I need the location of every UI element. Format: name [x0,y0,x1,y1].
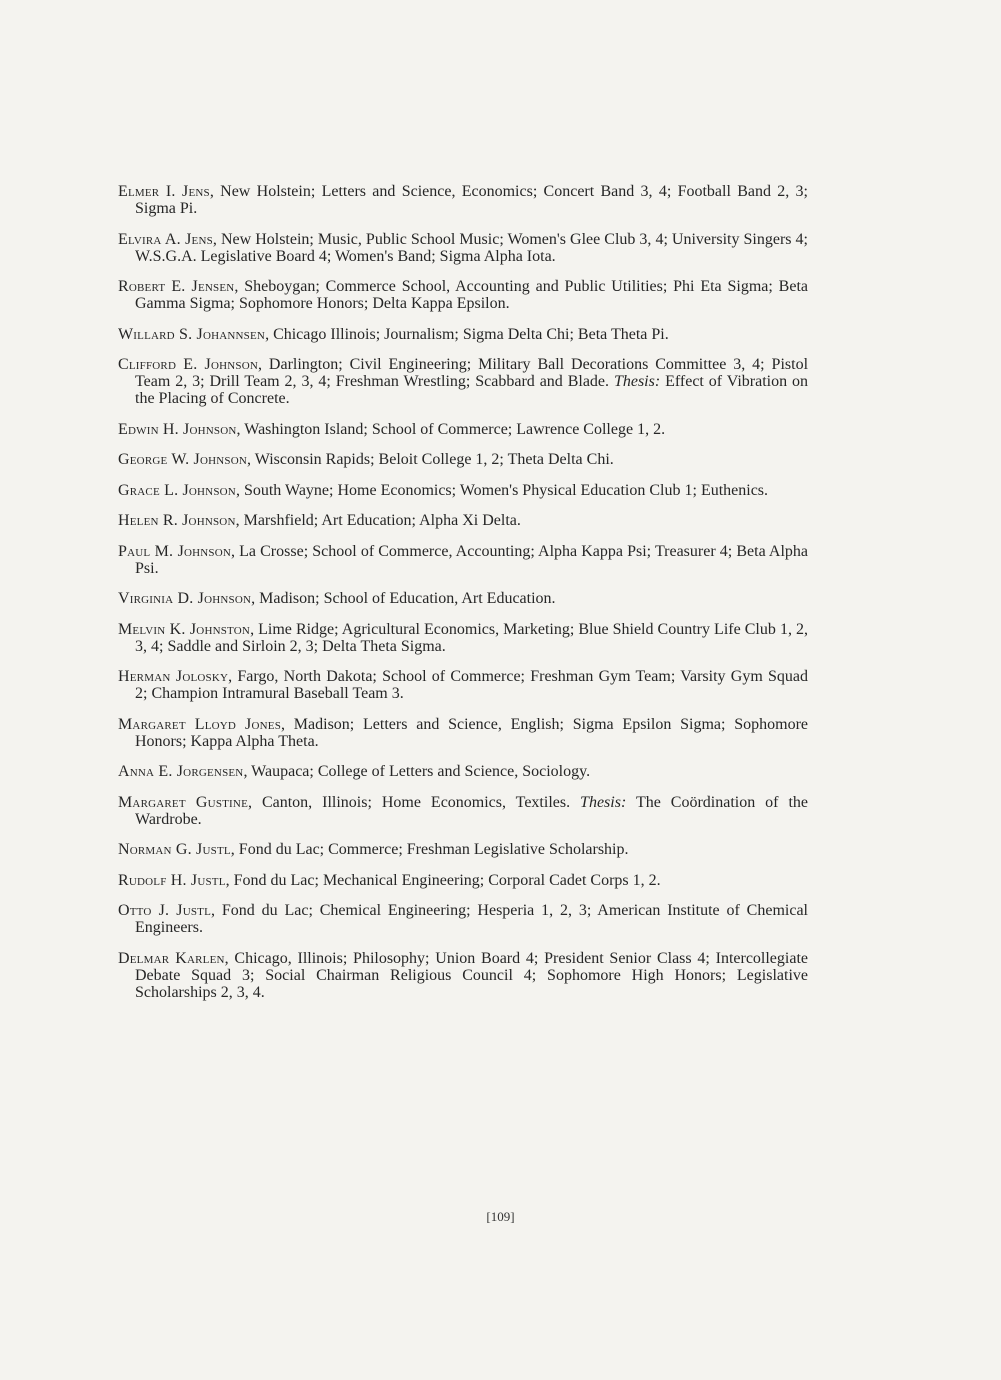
senior-entry [118,451,808,468]
senior-entry [118,356,808,407]
senior-entry [118,512,808,529]
entry-name: Margaret Lloyd Jones [118,715,282,733]
entry-details: , La Crosse; School of Commerce, Accounting; Alpha Kappa Psi; Treasurer 4; Beta Alpha Psi. [135,542,809,577]
senior-entry [118,543,808,577]
entry-name: Paul M. Johnson [118,542,232,560]
entry-name: Elvira A. Jens [118,230,213,248]
entry-details: , Wisconsin Rapids; Beloit College 1, 2; Theta Delta Chi. [247,451,614,468]
entry-name: Grace L. Johnson [118,481,236,499]
thesis-label: Thesis: [580,793,627,811]
senior-entry [118,278,808,312]
entry-details: , Washington Island; School of Commerce; Lawrence College 1, 2. [236,420,666,438]
senior-entry [118,326,808,343]
entry-details: , Madison; School of Education, Art Education. [251,590,556,607]
entry-name: Otto J. Justl [118,902,212,919]
entry-name: Anna E. Jorgensen [118,763,244,780]
entry-name: Virginia D. Johnson [118,590,252,607]
thesis-title: The Coördination of the Wardrobe. [135,793,808,828]
senior-entry [118,763,808,780]
senior-entry [118,482,808,499]
entry-details: , New Holstein; Letters and Science, Economics; Concert Band 3, 4; Football Band 2, 3; Sigma Pi. [135,183,808,217]
senior-entry [118,902,808,936]
entry-details: , Chicago Illinois; Journalism; Sigma Delta Chi; Beta Theta Pi. [265,325,669,343]
entry-name: Willard S. Johannsen [118,325,266,343]
entry-name: Clifford E. Johnson [118,356,258,373]
entry-details: , Canton, Illinois; Home Economics, Textiles. [248,793,581,811]
entry-name: Herman Jolosky [118,668,229,685]
senior-entry [118,183,808,217]
senior-entry [118,668,808,702]
entry-name: Edwin H. Johnson [118,420,237,438]
senior-entries-list [118,183,808,1014]
entry-details: , Waupaca; College of Letters and Science, Sociology. [243,763,591,780]
entry-details: , New Holstein; Music, Public School Music; Women's Glee Club 3, 4; University Singers 4; W.S.G.A. Legislative Board 4; Women's Band; Sigma Alpha Iota. [135,230,808,265]
entry-details: , Sheboygan; Commerce School, Accounting and Public Utilities; Phi Eta Sigma; Beta Gamma Sigma; Sophomore Honors; Delta Kappa Epsilon. [135,278,808,312]
entry-details: , Fond du Lac; Chemical Engineering; Hesperia 1, 2, 3; American Institute of Chemical Engineers. [135,902,808,936]
senior-entry [118,950,808,1001]
entry-details: , Darlington; Civil Engineering; Military Ball Decorations Committee 3, 4; Pistol Team 2, 3; Drill Team 2, 3, 4; Freshman Wrestling; Scabbard and Blade. [135,356,809,390]
entry-details: , Madison; Letters and Science, English; Sigma Epsilon Sigma; Sophomore Honors; Kappa Alpha Theta. [135,715,808,750]
entry-name: Rudolf H. Justl [118,871,226,889]
entry-details: , Fond du Lac; Commerce; Freshman Legislative Scholarship. [230,841,629,858]
senior-entry [118,872,808,889]
entry-name: Margaret Gustine [118,793,248,811]
senior-entry [118,716,808,750]
entry-details: , Fond du Lac; Mechanical Engineering; Corporal Cadet Corps 1, 2. [225,871,661,889]
senior-entry [118,231,808,265]
entry-details: , Marshfield; Art Education; Alpha Xi Delta. [235,512,521,529]
thesis-label: Thesis: [613,373,661,390]
page-number: [109] [486,1209,515,1224]
entry-name: Delmar Karlen [118,949,225,967]
entry-details: , Lime Ridge; Agricultural Economics, Marketing; Blue Shield Country Life Club 1, 2, 3, 4; Saddle and Sirloin 2, 3; Delta Theta Sigma. [135,620,808,655]
senior-entry [118,841,808,858]
senior-entry [118,794,808,828]
thesis-title: Effect of Vibration on the Placing of Concrete. [135,373,809,407]
entry-details: , Fargo, North Dakota; School of Commerce; Freshman Gym Team; Varsity Gym Squad 2; Champion Intramural Baseball Team 3. [135,668,808,702]
entry-name: Helen R. Johnson [118,512,236,529]
entry-name: Norman G. Justl [118,841,231,858]
entry-details: , Chicago, Illinois; Philosophy; Union Board 4; President Senior Class 4; Intercollegiate Debate Squad 3; Social Chairman Religious Council 4; Sophomore High Honors; Legislative Scholarships 2, 3, 4. [135,949,808,1001]
entry-name: George W. Johnson [118,451,248,468]
senior-entry [118,421,808,438]
entry-name: Robert E. Jensen [118,278,235,295]
entry-name: Elmer I. Jens [118,183,210,200]
senior-entry [118,590,808,607]
senior-entry [118,621,808,655]
entry-name: Melvin K. Johnston [118,620,251,638]
entry-details: , South Wayne; Home Economics; Women's Physical Education Club 1; Euthenics. [235,481,769,499]
